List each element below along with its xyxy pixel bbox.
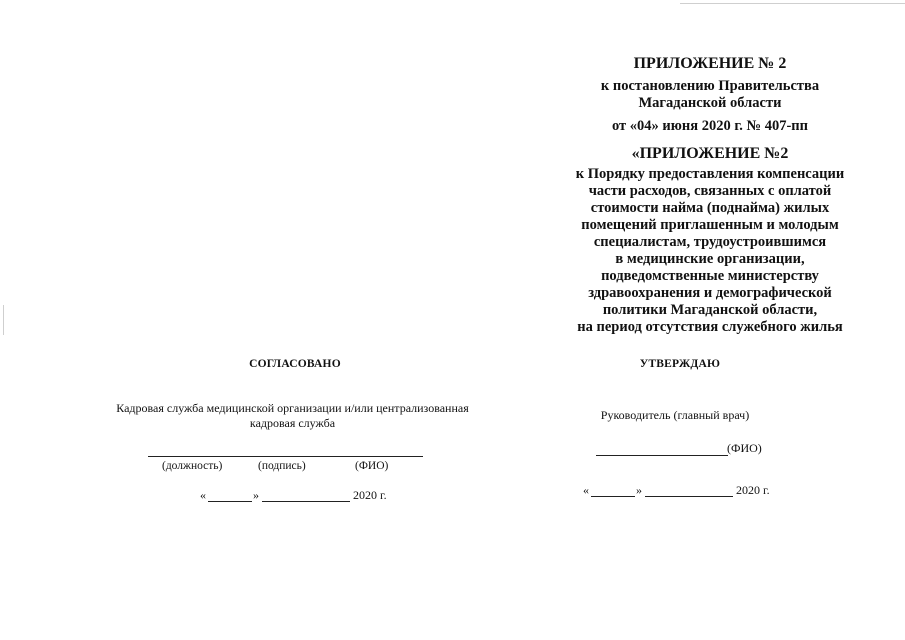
order-line: на период отсутствия служебного жилья (577, 319, 843, 335)
hr-service-line: кадровая служба (249, 416, 336, 430)
date-open-quote: « (200, 488, 206, 502)
order-line: стоимости найма (поднайма) жилых (590, 200, 830, 216)
order-line: подведомственные министерству (601, 268, 819, 284)
scan-edge-mark (3, 305, 4, 335)
appendix-header (540, 55, 880, 135)
order-line: специалистам, трудоустроившимся (593, 234, 827, 250)
order-appendix-title: «ПРИЛОЖЕНИЕ №2 (631, 145, 789, 162)
month-blank-line (645, 496, 733, 497)
agreed-date-row (200, 488, 420, 504)
approve-date-row (583, 483, 803, 499)
signature-captions (150, 460, 420, 476)
approve-heading: УТВЕРЖДАЮ (639, 358, 721, 370)
date-open-quote: « (583, 483, 589, 497)
order-line: здравоохранения и демографической (588, 285, 832, 301)
signature-line (148, 456, 423, 457)
date-close-quote: » (253, 488, 259, 502)
day-blank-line (591, 496, 635, 497)
caption-name: (ФИО) (355, 460, 389, 472)
order-appendix (540, 145, 880, 336)
order-line: в медицинские организации, (615, 251, 805, 267)
caption-position: (должность) (162, 460, 223, 472)
caption-signature: (подпись) (258, 460, 306, 472)
resolution-line: к постановлению Правительства (600, 78, 820, 94)
name-label: (ФИО) (727, 441, 762, 455)
month-blank-line (262, 501, 350, 502)
order-line: помещений приглашенным и молодым (581, 217, 839, 233)
name-blank-line (596, 455, 728, 456)
date-year: 2020 г. (736, 483, 770, 497)
resolution-line: Магаданской области (638, 95, 782, 111)
appendix-title: ПРИЛОЖЕНИЕ № 2 (633, 55, 787, 72)
order-line: политики Магаданской области, (602, 302, 818, 318)
resolution-date: от «04» июня 2020 г. № 407-пп (612, 118, 808, 134)
day-blank-line (208, 501, 252, 502)
order-line: к Порядку предоставления компенсации (575, 166, 845, 182)
date-close-quote: » (636, 483, 642, 497)
head-name-field (596, 441, 776, 457)
agreed-heading: СОГЛАСОВАНО (249, 358, 341, 370)
head-role: Руководитель (главный врач) (600, 408, 750, 422)
order-line: части расходов, связанных с оплатой (588, 183, 832, 199)
hr-service-text (100, 401, 485, 431)
scan-edge-mark (680, 3, 905, 4)
date-year: 2020 г. (353, 488, 387, 502)
hr-service-line: Кадровая служба медицинской организации и/или централизованная (116, 401, 469, 415)
